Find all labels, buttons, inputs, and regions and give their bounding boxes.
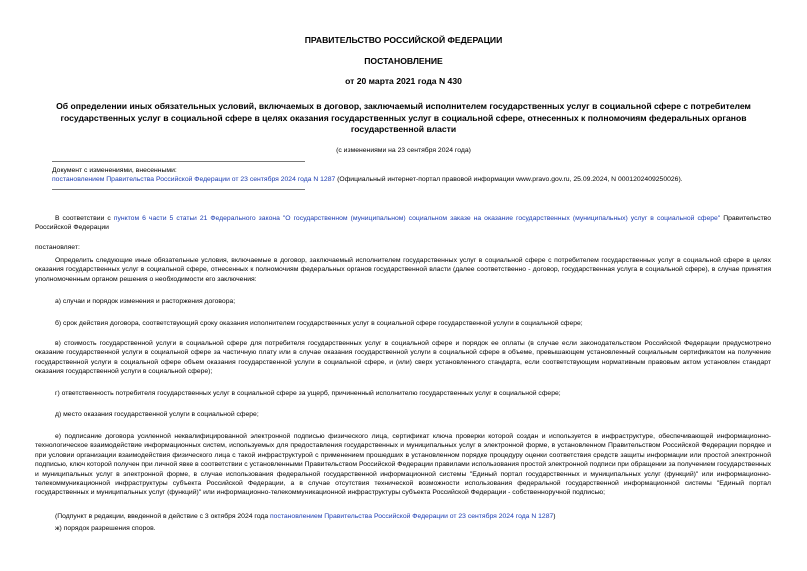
changes-block [52,166,772,184]
law-link[interactable]: пунктом 6 части 5 статьи 21 Федерального закона "О государственном (муниципальном) социальном заказе на оказание государственных (муниципальных) услуг в социальной сфере" [113,215,721,222]
intro-paragraph: Определить следующие иные обязательные условия, включаемые в договор, заключаемый исполнителем государственных услуг в социальной сфере с потребителем государственных услуг в социальной сфере в целях оказания государственных услуг в социальной сфере, отнесенных к полномочиям федеральных органов государственной власти (далее соответственно - договор, государственная услуга в социальной сфере), в случае принятия уполномоченным органом решения о необходимости его заключения: [35,257,771,283]
item-zh: ж) порядок разрешения споров. [55,525,156,532]
document-title: Об определении иных обязательных условий, включаемых в договор, заключаемый исполнителем государственных услуг в социальной сфере с потребителем государственных услуг в социальной сфере в целях оказания государственных услуг в социальной сфере, отнесенных к полномочиям федеральных органов государственной власти [56,101,751,134]
government-name: ПРАВИТЕЛЬСТВО РОССИЙСКОЙ ФЕДЕРАЦИИ [304,35,503,45]
preamble [35,214,771,233]
item-b: б) срок действия договора, соответствующий сроку оказания исполнителем государственных услуг в социальной сфере государственной услуги в социальной сфере; [55,320,583,327]
edition-note: (с изменениями на 23 сентября 2024 года) [336,147,471,154]
divider-top [52,161,305,162]
amendment-link[interactable]: постановлением Правительства Российской Федерации от 23 сентября 2024 года N 1287 [270,513,554,520]
changes-link[interactable]: постановлением Правительства Российской Федерации от 23 сентября 2024 года N 1287 [52,176,336,183]
changes-line [52,175,772,184]
item-g: г) ответственность потребителя государственных услуг в социальной сфере за ущерб, причиненный исполнителю государственных услуг в социальной сфере; [55,390,561,397]
document-date-number: от 20 марта 2021 года N 430 [345,76,462,86]
amendment-note [55,512,771,521]
amendment-note-text: (Подпункт в редакции, введенной в действие с 3 октября 2024 года [55,513,270,520]
item-a: а) случаи и порядок изменения и расторжения договора; [55,298,236,305]
changes-label: Документ с изменениями, внесенными: [52,167,177,174]
document-type: ПОСТАНОВЛЕНИЕ [364,56,443,66]
item-v: в) стоимость государственной услуги в социальной сфере для потребителя государственных услуг в социальной сфере и порядок ее оплаты (в случае если законодательством Российской Федерации предусмотрено оказание государственной услуги в социальной сфере за частичную плату или в случае оказания государственной услуги в социальной сфере в объеме, превышающем установленный социальным сертификатом на получение государственной услуги в социальной сфере объем оказания государственной услуги в социальной сфере, и (или) сверх установленного стандарта, если соответствующим нормативным правовым актом установлен стандарт оказания государственной услуги в социальной сфере); [35,340,771,376]
changes-source: (Официальный интернет-портал правовой информации www.pravo.gov.ru, 25.09.2024, N 0001202409250026). [335,176,683,183]
decrees-word: постановляет: [35,244,80,251]
item-d: д) место оказания государственной услуги в социальной сфере; [55,411,259,418]
amendment-note-close: ) [553,513,556,520]
item-e: е) подписание договора усиленной неквалифицированной электронной подписью физического лица, сертификат ключа проверки которой создан и используется в инфраструктуре, обеспечивающей информационно-технологическое взаимодействие информационных систем, используемых для предоставления государственных и муниципальных услуг в электронной форме, в установленном Правительством Российской Федерации порядке и при условии организации взаимодействия физического лица с такой инфраструктурой с применением прошедших в установленном порядке процедуру оценки соответствия средств защиты информации или простой электронной подписью, ключ которой получен при личной явке в соответствии с установленными Правительством Российской Федерации правилами использования простой электронной подписи при обращении за получением государственных и муниципальных услуг в электронной форме, в случае использования федеральной государственной информационной системы "Единый портал государственных и муниципальных услуг (функций)" или информационно-телекоммуникационной инфраструктуры субъекта Российской Федерации, а в случае отсутствия технической возможности использования федеральной государственной информационной системы "Единый портал государственных и муниципальных услуг (функций)" или информационно-телекоммуникационной инфраструктуры субъекта Российской Федерации - собственноручной подписью; [35,433,771,497]
preamble-text: В соответствии с [55,215,114,222]
preamble-text-end: Правительство Российской Федерации [35,215,771,232]
divider-bottom [52,189,305,190]
